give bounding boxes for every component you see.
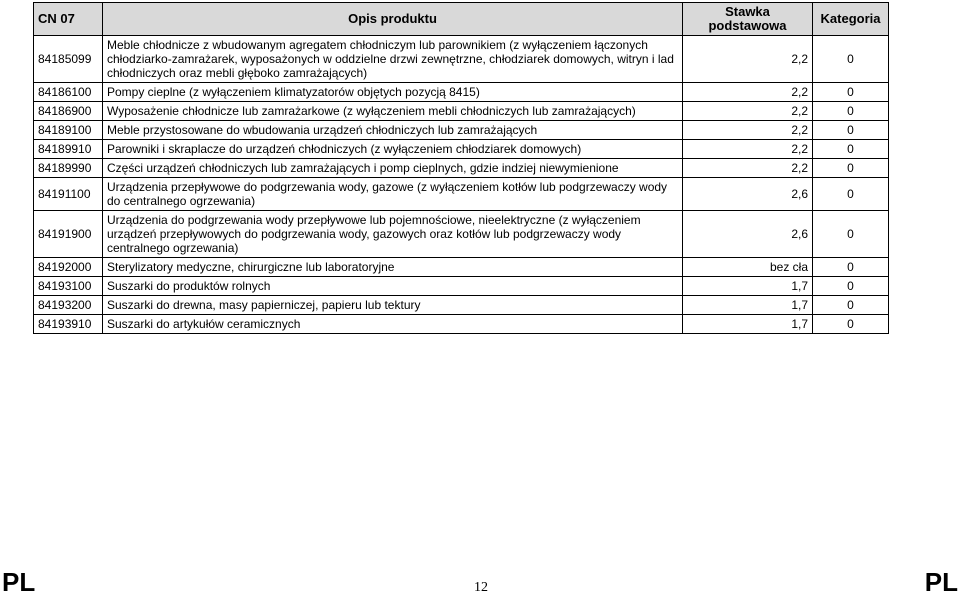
category: 0 [813, 102, 889, 121]
base-rate: 2,2 [683, 36, 813, 83]
category: 0 [813, 36, 889, 83]
base-rate: bez cła [683, 258, 813, 277]
table-row [34, 296, 889, 315]
product-description: Suszarki do artykułów ceramicznych [103, 315, 683, 334]
product-description: Sterylizatory medyczne, chirurgiczne lub laboratoryjne [103, 258, 683, 277]
header-cn: CN 07 [34, 3, 103, 36]
table-row [34, 121, 889, 140]
cn-code: 84186900 [34, 102, 103, 121]
base-rate: 1,7 [683, 296, 813, 315]
table-row [34, 159, 889, 178]
cn-code: 84193100 [34, 277, 103, 296]
header-description: Opis produktu [103, 3, 683, 36]
table-row [34, 315, 889, 334]
table-row [34, 277, 889, 296]
category: 0 [813, 121, 889, 140]
category: 0 [813, 140, 889, 159]
table-row [34, 258, 889, 277]
cn-code: 84189100 [34, 121, 103, 140]
cn-code: 84189990 [34, 159, 103, 178]
cn-code: 84192000 [34, 258, 103, 277]
product-description: Wyposażenie chłodnicze lub zamrażarkowe (z wyłączeniem mebli chłodniczych lub zamrażających) [103, 102, 683, 121]
product-description: Suszarki do produktów rolnych [103, 277, 683, 296]
category: 0 [813, 315, 889, 334]
base-rate: 1,7 [683, 315, 813, 334]
base-rate: 2,2 [683, 83, 813, 102]
product-description: Suszarki do drewna, masy papierniczej, papieru lub tektury [103, 296, 683, 315]
category: 0 [813, 211, 889, 258]
product-description: Parowniki i skraplacze do urządzeń chłodniczych (z wyłączeniem chłodziarek domowych) [103, 140, 683, 159]
table-row [34, 83, 889, 102]
tariff-table [33, 2, 889, 334]
product-description: Urządzenia przepływowe do podgrzewania wody, gazowe (z wyłączeniem kotłów lub podgrzewaczy wody do centralnego ogrzewania) [103, 178, 683, 211]
product-description: Meble przystosowane do wbudowania urządzeń chłodniczych lub zamrażających [103, 121, 683, 140]
category: 0 [813, 159, 889, 178]
base-rate: 2,2 [683, 102, 813, 121]
cn-code: 84193910 [34, 315, 103, 334]
category: 0 [813, 277, 889, 296]
base-rate: 2,2 [683, 159, 813, 178]
table-row [34, 211, 889, 258]
cn-code: 84191900 [34, 211, 103, 258]
product-description: Urządzenia do podgrzewania wody przepływowe lub pojemnościowe, nieelektryczne (z wyłączeniem urządzeń przepływowych do podgrzewania wody, gazowych oraz kotłów lub podgrzewaczy wody centralnego ogrzewania) [103, 211, 683, 258]
header-rate: Stawka podstawowa [683, 3, 813, 36]
base-rate: 2,6 [683, 178, 813, 211]
table-row [34, 36, 889, 83]
footer-country-code-left: PL [2, 567, 36, 597]
table-row [34, 178, 889, 211]
header-category: Kategoria [813, 3, 889, 36]
category: 0 [813, 296, 889, 315]
base-rate: 2,2 [683, 121, 813, 140]
category: 0 [813, 178, 889, 211]
table-row [34, 102, 889, 121]
product-description: Pompy cieplne (z wyłączeniem klimatyzatorów objętych pozycją 8415) [103, 83, 683, 102]
page-number: 12 [474, 580, 488, 595]
product-description: Meble chłodnicze z wbudowanym agregatem chłodniczym lub parownikiem (z wyłączeniem łączonych chłodziarko-zamrażarek, wyposażonych w oddzielne drzwi zewnętrzne, chłodziarek domowych, witryn i lad chłodniczych oraz mebli głęboko zamrażających) [103, 36, 683, 83]
footer-country-code-right: PL [924, 567, 958, 597]
base-rate: 1,7 [683, 277, 813, 296]
category: 0 [813, 258, 889, 277]
table-row [34, 140, 889, 159]
cn-code: 84185099 [34, 36, 103, 83]
cn-code: 84186100 [34, 83, 103, 102]
cn-code: 84193200 [34, 296, 103, 315]
base-rate: 2,6 [683, 211, 813, 258]
product-description: Części urządzeń chłodniczych lub zamrażających i pomp cieplnych, gdzie indziej niewymienione [103, 159, 683, 178]
category: 0 [813, 83, 889, 102]
base-rate: 2,2 [683, 140, 813, 159]
table-header-row [34, 3, 889, 36]
cn-code: 84189910 [34, 140, 103, 159]
cn-code: 84191100 [34, 178, 103, 211]
